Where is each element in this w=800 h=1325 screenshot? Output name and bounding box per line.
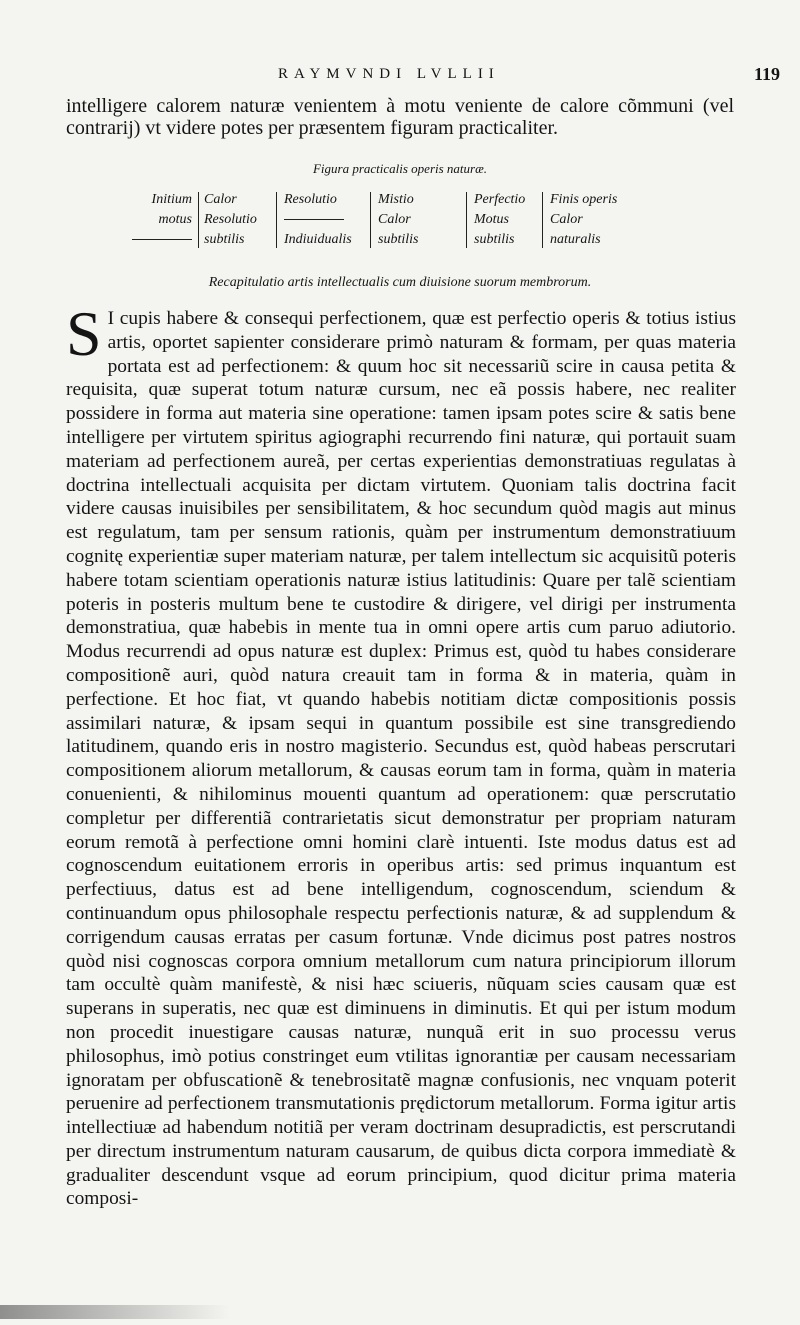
drop-cap: S — [66, 298, 102, 369]
running-head — [270, 66, 800, 92]
figure-cell: Calor — [550, 212, 583, 227]
figure-cell: Calor — [378, 212, 411, 227]
figure-cell: Resolutio — [284, 192, 337, 207]
figure-cell: motus — [158, 212, 192, 227]
body-paragraph — [66, 298, 736, 1211]
figure-cell: Resolutio — [204, 212, 257, 227]
figure-column-5 — [474, 190, 525, 250]
figure-column-1 — [130, 190, 192, 250]
figure-cell: Mistio — [378, 192, 414, 207]
figure-divider — [276, 192, 277, 248]
figure-cell: Motus — [474, 212, 509, 227]
figure-dash — [284, 210, 352, 230]
running-title: RAYMVNDI LVLLII — [278, 66, 500, 82]
page-edge-shadow — [0, 1305, 230, 1319]
figure-dash — [130, 230, 192, 250]
intro-paragraph: intelligere calorem naturæ venientem à motu veniente de calore cõmmuni (vel contrarij) vt videre potes per præsentem figuram practicaliter. — [66, 95, 734, 139]
figure-divider — [198, 192, 199, 248]
figure-divider — [370, 192, 371, 248]
figure-cell: subtilis — [204, 232, 245, 247]
figure-cell: Initium — [151, 192, 192, 207]
figure-cell: Perfectio — [474, 192, 526, 207]
figure-cell: Calor — [204, 192, 237, 207]
figure-cell: subtilis — [378, 232, 419, 247]
section-heading: Recapitulatio artis intellectualis cum diuisione suorum membrorum. — [208, 275, 592, 290]
figure-cell: naturalis — [550, 232, 601, 247]
figure-column-4 — [378, 190, 418, 250]
figure-cell: subtilis — [474, 232, 515, 247]
body-text: I cupis habere & consequi perfectionem, quæ est perfectio operis & totius istius artis, oportet sapienter considerare primò naturam & formam, per quas materia portata est ad perfectionem: & quum hoc sit necessariũ scire in causa petita & requisita, quæ superat totum naturæ cursum, nec eã possis habere, nec realiter possidere in forma aut materia sine operatione: tamen ipsam potes scire & satis bene intelligere per virtutem spiritus agiographi recurrendo fini naturæ, qui portauit suam materiam ad perfectionem aureã, per certas experientias demonstratiuas regulatas à doctrina intellectuali acquisita per dictam virtutem. Quoniam talis doctrina facit videre causas inuisibiles per sensibilitatem, & hoc secundum quòd magis aut minus est regulatum, tam per sensum rationis, quàm per instrumentum demonstratiuum cognitę experientiæ super materiam naturæ, per talem intellectum sic acquisitũ poteris habere totam scientiam operationis naturæ istius latitudinis: Quare per talẽ scientiam poteris in posteris multum bene te custodire & dirigere, vel dirigi per instrumenta demonstratiua, quæ habebis in mente tua in omni opere artis cum paruo adiutorio. Modus recurrendi ad opus naturæ est duplex: Primus est, quòd tu habes considerare compositionẽ auri, quòd natura creauit tam in forma & in materia, quàm in perfectione. Et hoc fiat, vt quando habebis notitiam dictæ compositionis possis assimilari naturæ, & ipsam sequi in quantum possibile est sine transgrediendo latitudinem, quando eris in nostro magisterio. Secundus est, quòd habeas perscrutari compositionem aliorum metallorum, & causas eorum tam in forma, quàm in materia conuenienti, & nihilominus mouenti quantum ad operationem: quæ perscrutatio completur per differentiã contrarietatis sicut demonstratur per propriam naturam eorum remotã à perfectione omni homini clarè intuenti. Iste modus datus est ad cognoscendum euitationem erroris in operibus artis: sed primus inquantum est perfectiuus, datus est ad bene intelligendum, cognoscendum, sciendum & continuandum opus philosophale respectu perfectionis naturæ, & ad supplendum & corrigendum causas erratas per casum fortunæ. Vnde dicimus post patres nostros quòd nisi cognoscas corpora omnium metallorum cum natura principiorum illorum tam occultè quàm manifestè, & nisi hæc sciueris, nũquam scies causam quæ est superans in superatis, nec quæ est diminuens in diminutis. Et qui per istum modum non procedit inuestigare causas naturæ, nunquã erit in suo processu verus philosophus, imò potius constringet eum vtilitas ignorantiæ per causam necessariam ignoratam per obfuscationẽ & tenebrositatẽ magnæ confusionis, nec vnquam poterit peruenire ad perfectionem transmutationis prędictorum metallorum. Forma igitur artis intellectiuæ ad habendum notitiã per veram doctrinam desupradictis, est perscrutandi per directum instrumentum naturam causarum, de quibus dicta corpora immediatè & gradualiter descendunt vsque ad eorum principium, quod dicitur prima materia composi- — [66, 308, 736, 1210]
figure-column-3 — [284, 190, 352, 250]
figure-column-6 — [550, 190, 617, 250]
figure-cell: Finis operis — [550, 192, 618, 207]
figure-divider — [466, 192, 467, 248]
figure-cell: Indiuidualis — [284, 232, 352, 247]
figure-title: Figura practicalis operis naturæ. — [312, 161, 488, 176]
figure-column-2 — [204, 190, 257, 250]
page-number: 119 — [753, 64, 780, 84]
figure-table — [130, 190, 650, 252]
figure-divider — [542, 192, 543, 248]
